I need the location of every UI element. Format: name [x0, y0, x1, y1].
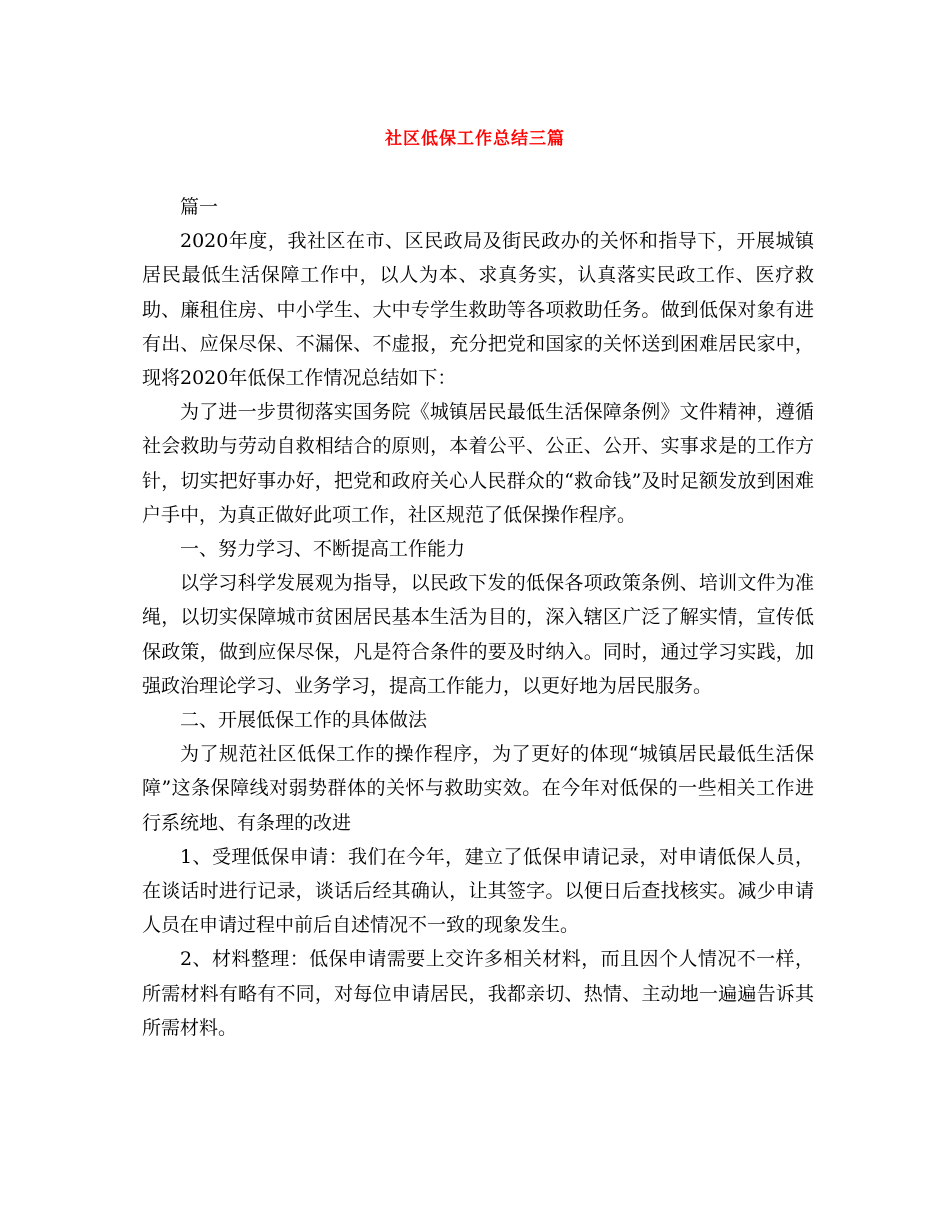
paragraph-application: 1、受理低保申请：我们在今年，建立了低保申请记录，对申请低保人员，在谈话时进行记录，谈话后经其确认，让其签字。以便日后查找核实。减少申请人员在申请过程中前后自述情况不一致的现象发生。 [142, 845, 814, 937]
heading-study: 一、努力学习、不断提高工作能力 [180, 538, 466, 561]
paragraph-intro: 2020年度，我社区在市、区民政局及街民政办的关怀和指导下，开展城镇居民最低生活保障工作中，以人为本、求真务实，认真落实民政工作、医疗救助、廉租住房、中小学生、大中专学生救助等各项救助任务。做到低保对象有进有出、应保尽保、不漏保、不虚报，充分把党和国家的关怀送到困难居民家中，现将2020年低保工作情况总结如下： [142, 230, 814, 390]
document-title: 社区低保工作总结三篇 [385, 129, 565, 149]
document-body [142, 190, 814, 1045]
paragraph-materials: 2、材料整理：低保申请需要上交许多相关材料，而且因个人情况不一样，所需材料有略有不同，对每位申请居民，我都亲切、热情、主动地一遍遍告诉其所需材料。 [142, 948, 814, 1039]
heading-practices: 二、开展低保工作的具体做法 [180, 709, 428, 732]
paragraph-study: 以学习科学发展观为指导，以民政下发的低保各项政策条例、培训文件为准绳，以切实保障城市贫困居民基本生活为目的，深入辖区广泛了解实情，宣传低保政策，做到应保尽保，凡是符合条件的要及时纳入。同时，通过学习实践，加强政治理论学习、业务学习，提高工作能力，以更好地为居民服务。 [142, 572, 814, 697]
paragraph-policy: 为了进一步贯彻落实国务院《城镇居民最低生活保障条例》文件精神，遵循社会救助与劳动自救相结合的原则，本着公平、公正、公开、实事求是的工作方针，切实把好事办好，把党和政府关心人民群众的“救命钱”及时足额发放到困难户手中，为真正做好此项工作，社区规范了低保操作程序。 [142, 401, 814, 526]
paragraph-section-label: 篇一 [180, 196, 219, 218]
paragraph-practices: 为了规范社区低保工作的操作程序，为了更好的体现“城镇居民最低生活保障”这条保障线对弱势群体的关怀与救助实效。在今年对低保的一些相关工作进行系统地、有条理的改进 [142, 743, 814, 834]
